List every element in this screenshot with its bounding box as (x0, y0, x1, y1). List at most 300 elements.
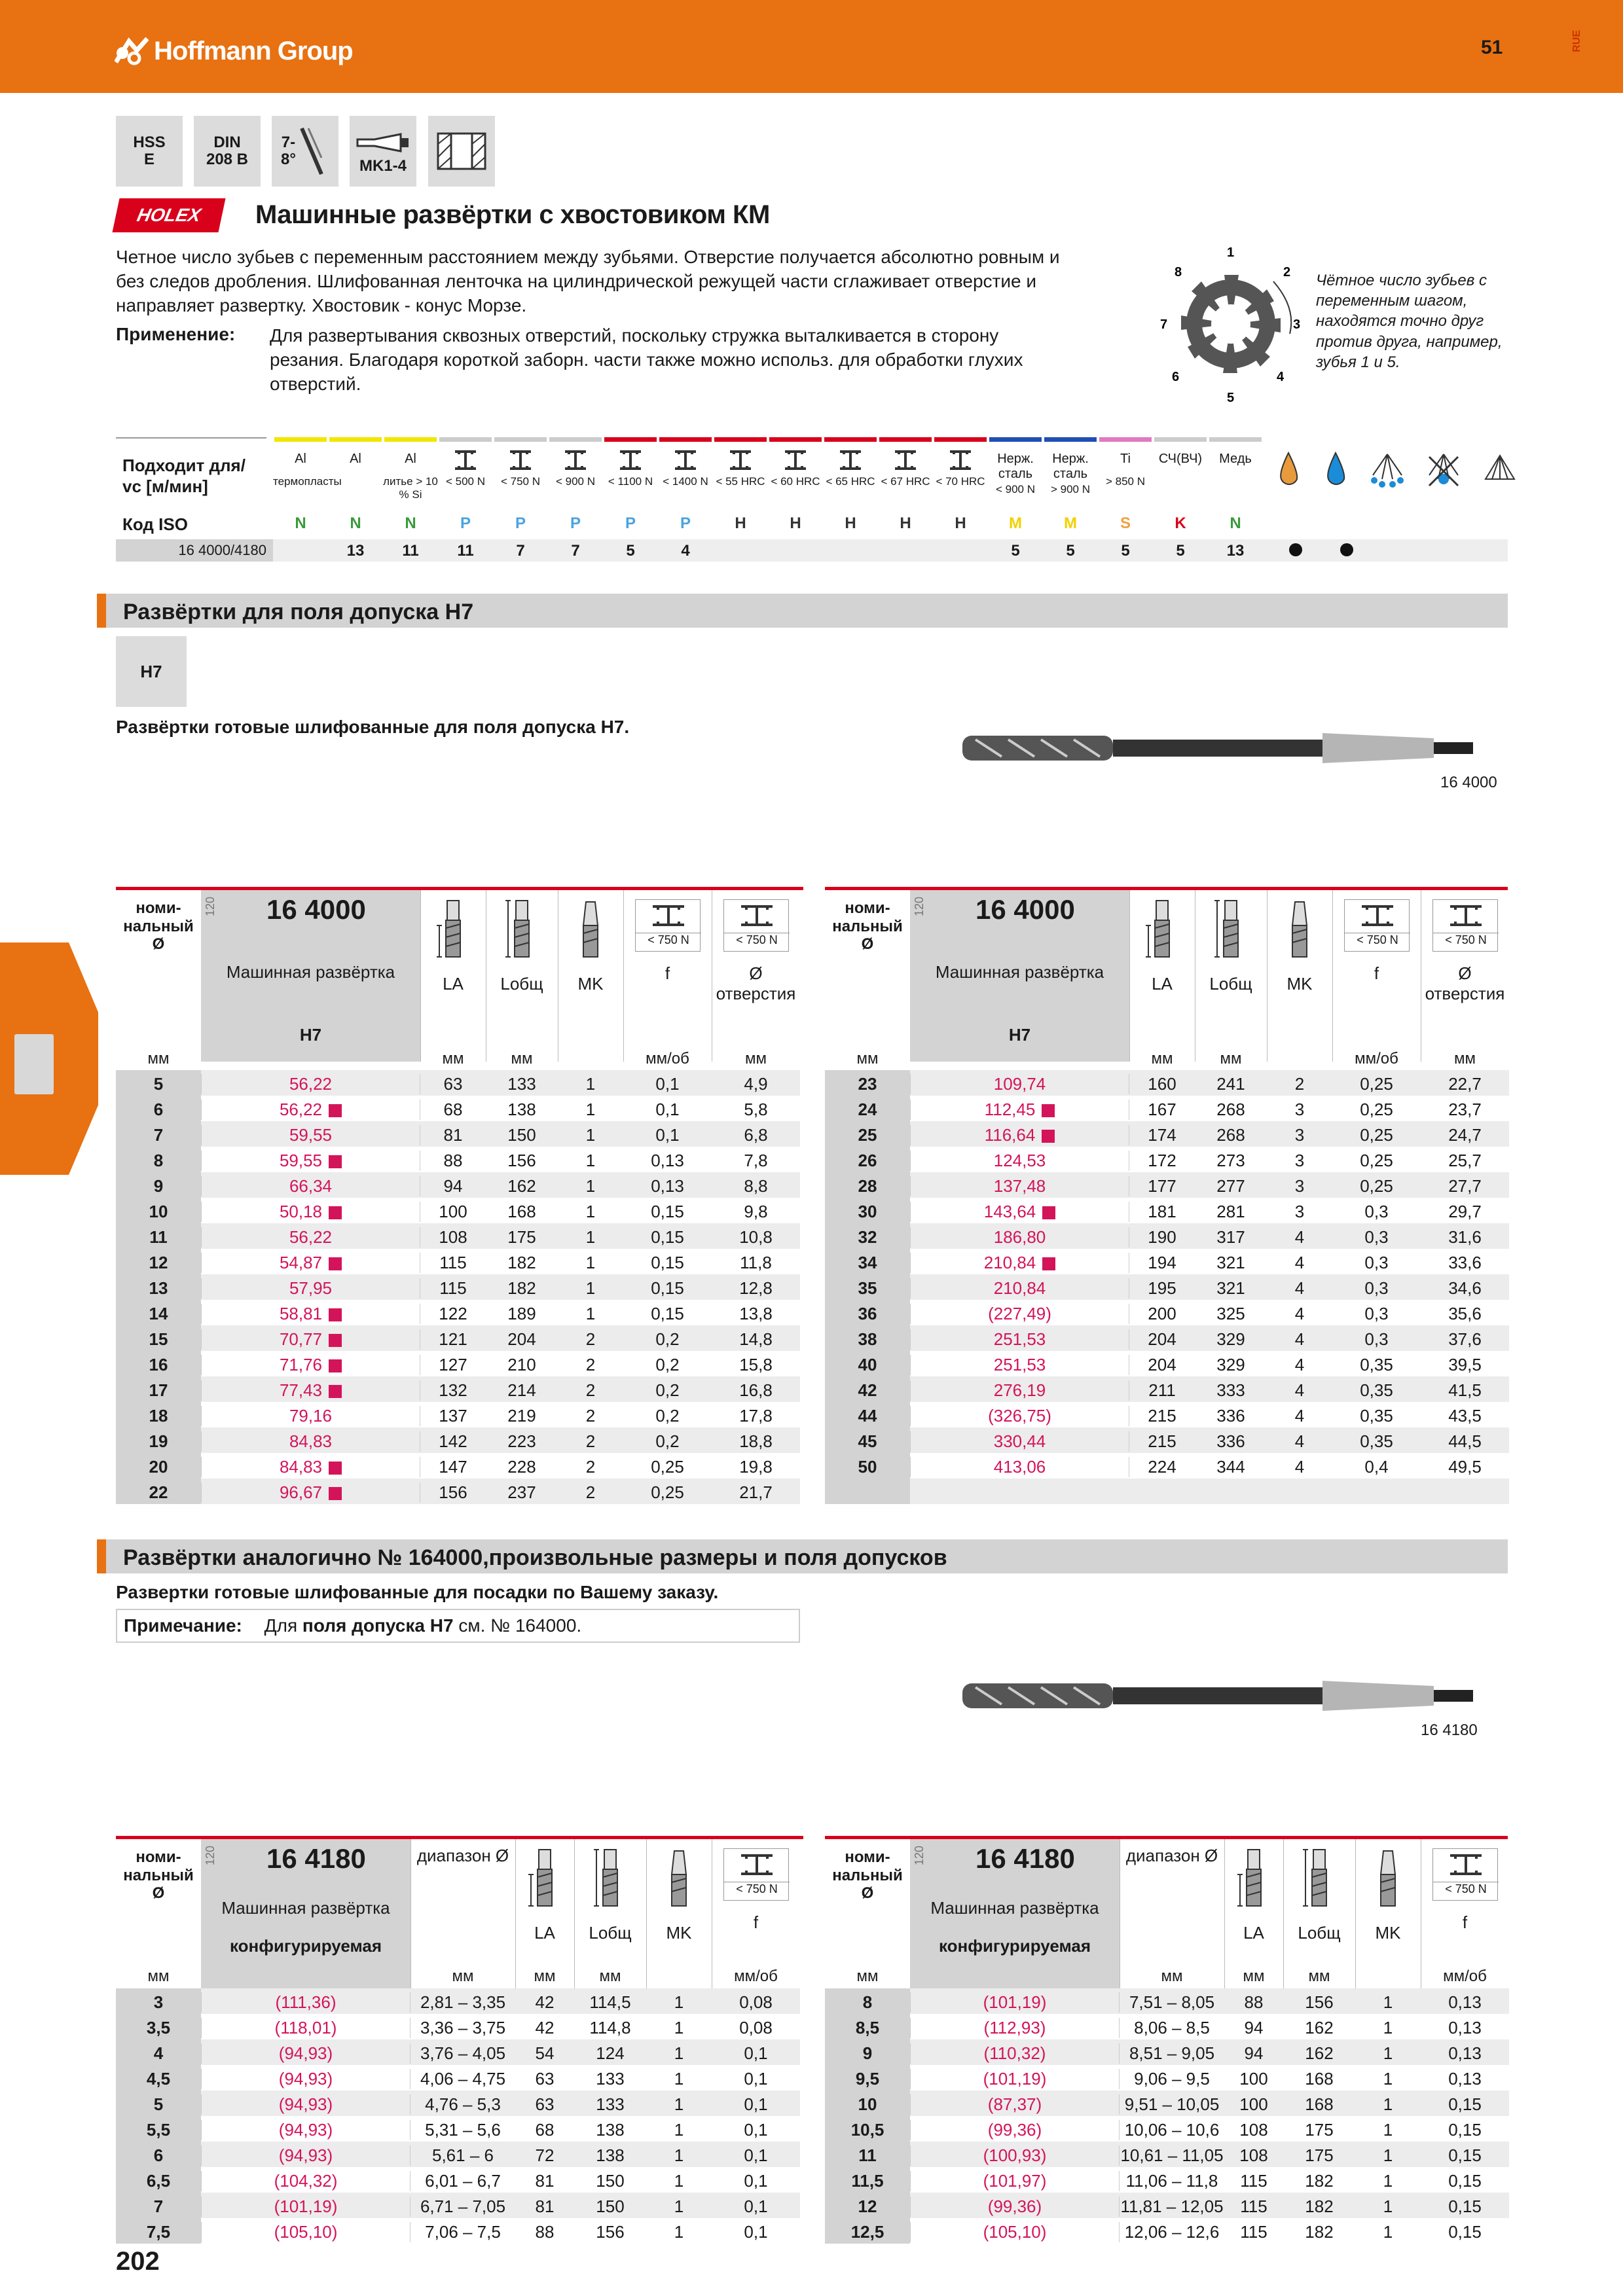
price: 251,53 (993, 1355, 1046, 1374)
nominal-diameter: 18 (149, 1406, 168, 1426)
table-row[interactable] (825, 2167, 1509, 2193)
material-color-bar (1209, 437, 1262, 442)
price-cell (201, 1329, 420, 1350)
stock-marker (329, 1104, 342, 1117)
unit-label: мм (856, 1050, 879, 1067)
application-text: Для развертывания сквозных отверстий, поскольку стружка выталкивается в сторону резания. Благодаря короткой заборн. части также можно использ. для обработки глухих отверстий. (270, 325, 1023, 394)
total-length: 133 (596, 2069, 625, 2089)
nominal-diameter: 19 (149, 1431, 168, 1451)
material-detail: < 900 N (555, 475, 595, 488)
table-row[interactable] (116, 1325, 800, 1351)
price-cell (910, 1074, 1129, 1094)
note-pre: Для (264, 1615, 302, 1636)
total-length: 189 (507, 1304, 536, 1323)
length-la: 100 (1239, 2069, 1268, 2089)
table-row[interactable] (825, 1147, 1509, 1172)
hole-diameter: 11,8 (740, 1253, 772, 1272)
feed: 0,15 (1448, 2145, 1482, 2165)
feed: 0,25 (651, 1482, 684, 1502)
morse-taper: 1 (585, 1176, 596, 1196)
total-length: 333 (1216, 1380, 1245, 1400)
brand-logo[interactable] (115, 31, 353, 71)
length-la: 142 (439, 1431, 467, 1451)
tolerance-label: H7 (299, 1025, 322, 1045)
table-row[interactable] (116, 1402, 800, 1427)
tooth-number: 6 (1172, 370, 1180, 384)
nominal-diameter: 7 (153, 1125, 164, 1145)
table-row[interactable] (825, 1427, 1509, 1453)
mk-header: MK (577, 974, 604, 994)
table-row[interactable] (116, 1988, 800, 2014)
price-cell (201, 1176, 420, 1196)
nominal-diameter: 12 (149, 1253, 168, 1272)
steel-beam-icon (1358, 904, 1397, 927)
morse-taper: 1 (674, 1992, 684, 2012)
total-length: 175 (507, 1227, 536, 1247)
mk-header: MK (1286, 974, 1313, 994)
nominal-diameter: 23 (858, 1074, 877, 1094)
price: 109,74 (993, 1074, 1046, 1094)
la-header: LA (443, 974, 464, 994)
length-la: 194 (1148, 1253, 1176, 1272)
price: 50,18 (279, 1202, 323, 1221)
morse-taper: 1 (1383, 1992, 1393, 2012)
diameter-range: 11,81 – 12,05 (1120, 2197, 1224, 2216)
nominal-diameter-header: номи-нальный Ø (123, 1848, 194, 1903)
morse-taper: 3 (1294, 1100, 1305, 1119)
section1-subtitle: Развёртки готовые шлифованные для поля допуска H7. (116, 717, 630, 737)
morse-taper: 3 (1294, 1202, 1305, 1221)
table-row[interactable] (116, 1427, 800, 1453)
material-name: Медь (1219, 452, 1252, 466)
length-la: 174 (1148, 1125, 1176, 1145)
nominal-diameter: 9 (862, 2043, 873, 2063)
hole-diameter-header: Ø отверстия (716, 963, 796, 1003)
hoffmann-logo-icon (115, 36, 149, 66)
table-row[interactable] (116, 1172, 800, 1198)
unit-label: мм/об (646, 1050, 689, 1067)
morse-taper-icon (1283, 899, 1316, 971)
feed: 0,25 (1360, 1151, 1393, 1170)
nominal-diameter: 5 (153, 1074, 164, 1094)
column-divider (420, 890, 421, 1062)
diameter-range: 4,76 – 5,3 (425, 2094, 501, 2114)
iso-code: M (1064, 514, 1077, 532)
morse-taper: 2 (585, 1380, 596, 1400)
hole-diameter: 19,8 (739, 1457, 773, 1477)
column-divider (623, 890, 624, 1062)
total-length: 273 (1216, 1151, 1245, 1170)
table-row[interactable] (116, 1453, 800, 1479)
table-row[interactable] (825, 1172, 1509, 1198)
intro-text: Четное число зубьев с переменным расстоянием между зубьями. Отверстие получается абсолютно ровным и без следов дробления. Шлифованная ленточка на цилиндрической режущей части сглаживает отверстие и направляет развертку. Хвостовик - конус Морзе. (116, 247, 1060, 315)
length-la: 211 (1148, 1380, 1176, 1400)
iso-code: S (1120, 514, 1131, 532)
nominal-diameter: 3,5 (146, 2018, 171, 2037)
price: (118,01) (201, 2018, 410, 2038)
strength-label: < 750 N (724, 933, 790, 947)
iso-code: H (900, 514, 911, 532)
length-la: 94 (1244, 2043, 1264, 2063)
length-la: 190 (1148, 1227, 1176, 1247)
table-row[interactable] (116, 1070, 800, 1096)
iso-code: H (955, 514, 966, 532)
nominal-diameter: 10,5 (850, 2120, 884, 2140)
nominal-diameter: 8 (153, 1151, 164, 1170)
material-name: Нерж. сталь (1052, 452, 1089, 481)
table-row[interactable] (825, 1300, 1509, 1325)
table-row[interactable] (116, 1351, 800, 1376)
cutting-speed: 7 (516, 542, 525, 560)
length-la: 42 (535, 1992, 555, 2012)
price: (326,75) (988, 1406, 1051, 1426)
total-length: 321 (1216, 1253, 1245, 1272)
material-color-bar (989, 437, 1042, 442)
material-detail: < 1100 N (608, 475, 653, 488)
tooth-number: 2 (1283, 265, 1291, 279)
nominal-diameter: 11 (149, 1227, 168, 1247)
table-row[interactable] (825, 1325, 1509, 1351)
stock-marker (1042, 1104, 1055, 1117)
material-column (548, 437, 603, 562)
nominal-diameter: 25 (858, 1125, 877, 1145)
length-la: 72 (535, 2145, 555, 2165)
hole-diameter: 21,7 (739, 1482, 773, 1502)
morse-taper: 4 (1294, 1227, 1305, 1247)
material-column (383, 437, 438, 562)
feed: 0,15 (1448, 2171, 1482, 2191)
material-color-bar (439, 437, 492, 442)
total-length: 219 (507, 1406, 536, 1426)
material-column (988, 437, 1043, 562)
price-cell (910, 1227, 1129, 1247)
morse-taper: 4 (1294, 1304, 1305, 1323)
table-164180-left (116, 1836, 803, 2242)
price-cell (201, 1100, 420, 1120)
length-la: 115 (439, 1253, 467, 1272)
material-column (493, 437, 548, 562)
feed: 0,2 (655, 1406, 680, 1426)
hole-diameter: 27,7 (1448, 1176, 1482, 1196)
length-la: 147 (439, 1457, 467, 1477)
nominal-diameter: 4,5 (146, 2069, 171, 2089)
price: 56,22 (289, 1227, 333, 1247)
feed: 0,13 (1448, 2043, 1482, 2063)
diameter-range: 9,51 – 10,05 (1124, 2094, 1220, 2114)
diameter-range: 10,06 – 10,6 (1124, 2120, 1220, 2140)
table-row[interactable] (116, 1274, 800, 1300)
feed: 0,35 (1360, 1380, 1393, 1400)
material-detail: < 70 HRC (936, 475, 985, 488)
table-row[interactable] (116, 2065, 800, 2090)
material-detail: < 500 N (445, 475, 485, 488)
price-cell (201, 1431, 420, 1452)
cutting-speed: 5 (626, 542, 635, 560)
material-suitability-table (116, 437, 1508, 562)
diameter-range: 5,31 – 5,6 (425, 2120, 501, 2140)
price: 77,43 (279, 1380, 323, 1400)
morse-taper: 1 (674, 2120, 684, 2140)
morse-taper: 2 (585, 1329, 596, 1349)
table-row[interactable] (116, 1376, 800, 1402)
price-cell (910, 1151, 1129, 1171)
table-row[interactable] (116, 1300, 800, 1325)
table-row[interactable] (825, 1402, 1509, 1427)
price-cell (201, 1304, 420, 1324)
table-row[interactable] (116, 2090, 800, 2116)
table-row[interactable] (825, 1988, 1509, 2014)
material-column (1098, 437, 1153, 562)
stock-marker (329, 1308, 342, 1321)
total-length: 321 (1216, 1278, 1245, 1298)
feed-header: f (665, 963, 670, 983)
cutting-speed: 11 (457, 542, 474, 560)
hole-diameter: 39,5 (1448, 1355, 1482, 1374)
price: (111,36) (201, 1992, 410, 2013)
table-row[interactable] (825, 1479, 1509, 1504)
section2-subtitle: Развертки готовые шлифованные для посадки по Вашему заказу. (116, 1582, 719, 1602)
hole-diameter: 12,8 (739, 1278, 773, 1298)
table-row[interactable] (825, 1223, 1509, 1249)
feed: 0,15 (1448, 2094, 1482, 2114)
total-length: 336 (1216, 1406, 1245, 1426)
price: 124,53 (993, 1151, 1046, 1170)
table-row[interactable] (116, 2167, 800, 2193)
morse-taper: 1 (674, 2043, 684, 2063)
morse-taper: 4 (1294, 1355, 1305, 1374)
table-row[interactable] (825, 1198, 1509, 1223)
total-length: 138 (596, 2145, 625, 2165)
material-column (1208, 437, 1263, 562)
table-row[interactable] (116, 2039, 800, 2065)
material-color-bar (329, 437, 382, 442)
table-row[interactable] (116, 1096, 800, 1121)
length-la-icon (1146, 899, 1178, 971)
reamer-image-164000 (962, 726, 1499, 770)
table-row[interactable] (825, 1453, 1509, 1479)
morse-taper: 1 (585, 1227, 596, 1247)
table-row[interactable] (825, 1249, 1509, 1274)
morse-taper: 4 (1294, 1406, 1305, 1426)
feed: 0,15 (651, 1278, 684, 1298)
suitable-dot (1289, 543, 1302, 556)
total-length-icon (594, 1848, 627, 1920)
article-row-label: 16 4000/4180 (116, 539, 273, 562)
length-la: 156 (439, 1482, 467, 1502)
length-la-icon (1237, 1848, 1270, 1920)
unit-label: мм (442, 1050, 464, 1067)
emulsion-drop-icon (1322, 450, 1349, 490)
price-cell (910, 1253, 1129, 1273)
material-name: Al (350, 452, 361, 466)
feed: 0,13 (1448, 2018, 1482, 2037)
table-row[interactable] (825, 1121, 1509, 1147)
table-row[interactable] (116, 2014, 800, 2039)
table-row[interactable] (116, 2142, 800, 2167)
table-row[interactable] (116, 2218, 800, 2244)
hole-diameter: 6,8 (744, 1125, 768, 1145)
material-column (1153, 437, 1208, 562)
table-row[interactable] (825, 1351, 1509, 1376)
hole-diameter: 29,7 (1448, 1202, 1482, 1221)
tooth-spacing-diagram (1159, 242, 1309, 406)
length-la: 200 (1148, 1304, 1176, 1323)
nominal-diameter: 7,5 (146, 2222, 171, 2242)
total-length: 277 (1216, 1176, 1245, 1196)
unit-label: мм (1243, 1967, 1265, 1985)
morse-taper: 1 (585, 1278, 596, 1298)
feed: 0,1 (744, 2171, 768, 2191)
material-column (328, 437, 383, 562)
morse-taper: 2 (585, 1355, 596, 1374)
table-row[interactable] (825, 2014, 1509, 2039)
hole-diameter: 25,7 (1448, 1151, 1482, 1170)
price: 57,95 (289, 1278, 333, 1298)
hole-diameter: 13,8 (739, 1304, 773, 1323)
iso-code: P (680, 514, 691, 532)
hole-diameter: 43,5 (1448, 1406, 1482, 1426)
table-row[interactable] (825, 2142, 1509, 2167)
article-side-number: 120 (913, 1846, 926, 1866)
total-length: 138 (507, 1100, 536, 1119)
morse-taper: 1 (1383, 2043, 1393, 2063)
morse-taper: 1 (674, 2094, 684, 2114)
price: 54,87 (279, 1253, 323, 1272)
article-side-number: 120 (204, 1846, 217, 1866)
price-cell (910, 1329, 1129, 1350)
feed: 0,25 (1360, 1176, 1393, 1196)
price: (101,19) (201, 2197, 410, 2217)
total-length: 114,5 (589, 1992, 631, 2012)
table-row[interactable] (116, 1147, 800, 1172)
price: 84,83 (279, 1457, 323, 1477)
morse-taper: 1 (1383, 2094, 1393, 2114)
length-la: 132 (439, 1380, 467, 1400)
price-cell (910, 1431, 1129, 1452)
feed: 0,13 (1448, 1992, 1482, 2012)
unit-label: мм (745, 1050, 767, 1067)
diameter-range: 8,06 – 8,5 (1134, 2018, 1210, 2037)
table-row[interactable] (825, 1376, 1509, 1402)
price-cell (910, 1380, 1129, 1401)
table-row[interactable] (116, 1121, 800, 1147)
holex-badge: HOLEX (112, 198, 225, 232)
nominal-diameter: 5 (153, 2094, 164, 2114)
nominal-diameter: 7 (153, 2197, 164, 2216)
tooth-number: 1 (1227, 245, 1235, 260)
table-row[interactable] (116, 1479, 800, 1504)
table-row[interactable] (116, 1249, 800, 1274)
length-la: 94 (1244, 2018, 1264, 2037)
table-row[interactable] (116, 2116, 800, 2142)
length-la: 63 (443, 1074, 463, 1094)
diameter-range: 7,06 – 7,5 (425, 2222, 501, 2242)
unit-label: мм (452, 1967, 474, 1985)
length-la-icon (528, 1848, 561, 1920)
material-column (1043, 437, 1098, 562)
steel-beam-icon (507, 449, 534, 471)
table-row[interactable] (825, 2218, 1509, 2244)
nominal-diameter: 36 (858, 1304, 877, 1323)
table-row[interactable] (116, 1198, 800, 1223)
price-cell (201, 1482, 420, 1503)
diameter-range: 7,51 – 8,05 (1129, 1992, 1215, 2012)
unit-label: мм (1151, 1050, 1173, 1067)
table-row[interactable] (116, 1223, 800, 1249)
iso-code: H (735, 514, 746, 532)
column-divider (1283, 1839, 1284, 1993)
morse-taper: 3 (1294, 1151, 1305, 1170)
feed: 0,3 (1364, 1227, 1389, 1247)
diameter-range: 6,01 – 6,7 (425, 2171, 501, 2191)
feed: 0,1 (744, 2222, 768, 2242)
total-length: 237 (507, 1482, 536, 1502)
table-row[interactable] (825, 1070, 1509, 1096)
table-row[interactable] (825, 2065, 1509, 2090)
material-color-bar (879, 437, 932, 442)
price-cell (910, 1125, 1129, 1145)
price-cell (201, 1457, 420, 1477)
iso-code: N (1230, 514, 1241, 532)
price: (112,93) (910, 2018, 1120, 2038)
table-164000-left (116, 887, 803, 1509)
length-la: 88 (535, 2222, 555, 2242)
morse-taper: 2 (585, 1457, 596, 1477)
material-column (658, 437, 713, 562)
material-name: Нерж. сталь (997, 452, 1034, 481)
total-length-header: Lобщ (500, 974, 543, 994)
total-length: 228 (507, 1457, 536, 1477)
configurable-label: конфигурируемая (938, 1936, 1091, 1956)
morse-taper: 3 (1294, 1125, 1305, 1145)
cutting-speed: 4 (681, 542, 690, 560)
material-color-bar (494, 437, 547, 442)
table-row[interactable] (825, 2090, 1509, 2116)
material-detail: < 60 HRC (771, 475, 820, 488)
table-row[interactable] (825, 2193, 1509, 2218)
total-length: 325 (1216, 1304, 1245, 1323)
table-row[interactable] (825, 1274, 1509, 1300)
price-cell (201, 1380, 420, 1401)
price: (100,93) (910, 2145, 1120, 2166)
table-row[interactable] (825, 2039, 1509, 2065)
table-row[interactable] (116, 2193, 800, 2218)
hole-diameter: 41,5 (1448, 1380, 1482, 1400)
morse-taper: 3 (1294, 1176, 1305, 1196)
total-length: 210 (507, 1355, 536, 1374)
page-number: 51 (1481, 37, 1503, 58)
table-row[interactable] (825, 1096, 1509, 1121)
dry-machining-icon (1425, 450, 1462, 490)
price: (105,10) (201, 2222, 410, 2242)
nominal-diameter: 4 (153, 2043, 164, 2063)
material-color-bar (714, 437, 767, 442)
hole-diameter: 37,6 (1448, 1329, 1482, 1349)
feed: 0,15 (651, 1304, 684, 1323)
nominal-diameter: 16 (149, 1355, 168, 1374)
morse-taper: 4 (1294, 1329, 1305, 1349)
price: (101,19) (910, 2069, 1120, 2089)
table-row[interactable] (825, 2116, 1509, 2142)
article-header (201, 1839, 410, 1993)
cutting-speed: 5 (1066, 542, 1075, 560)
feed: 0,1 (655, 1100, 680, 1119)
steel-beam-icon (649, 904, 688, 927)
footer-page-number: 202 (116, 2247, 160, 2276)
reamer-image-164180 (962, 1674, 1499, 1717)
la-header: LA (534, 1923, 555, 1943)
price: (101,19) (910, 1992, 1120, 2013)
